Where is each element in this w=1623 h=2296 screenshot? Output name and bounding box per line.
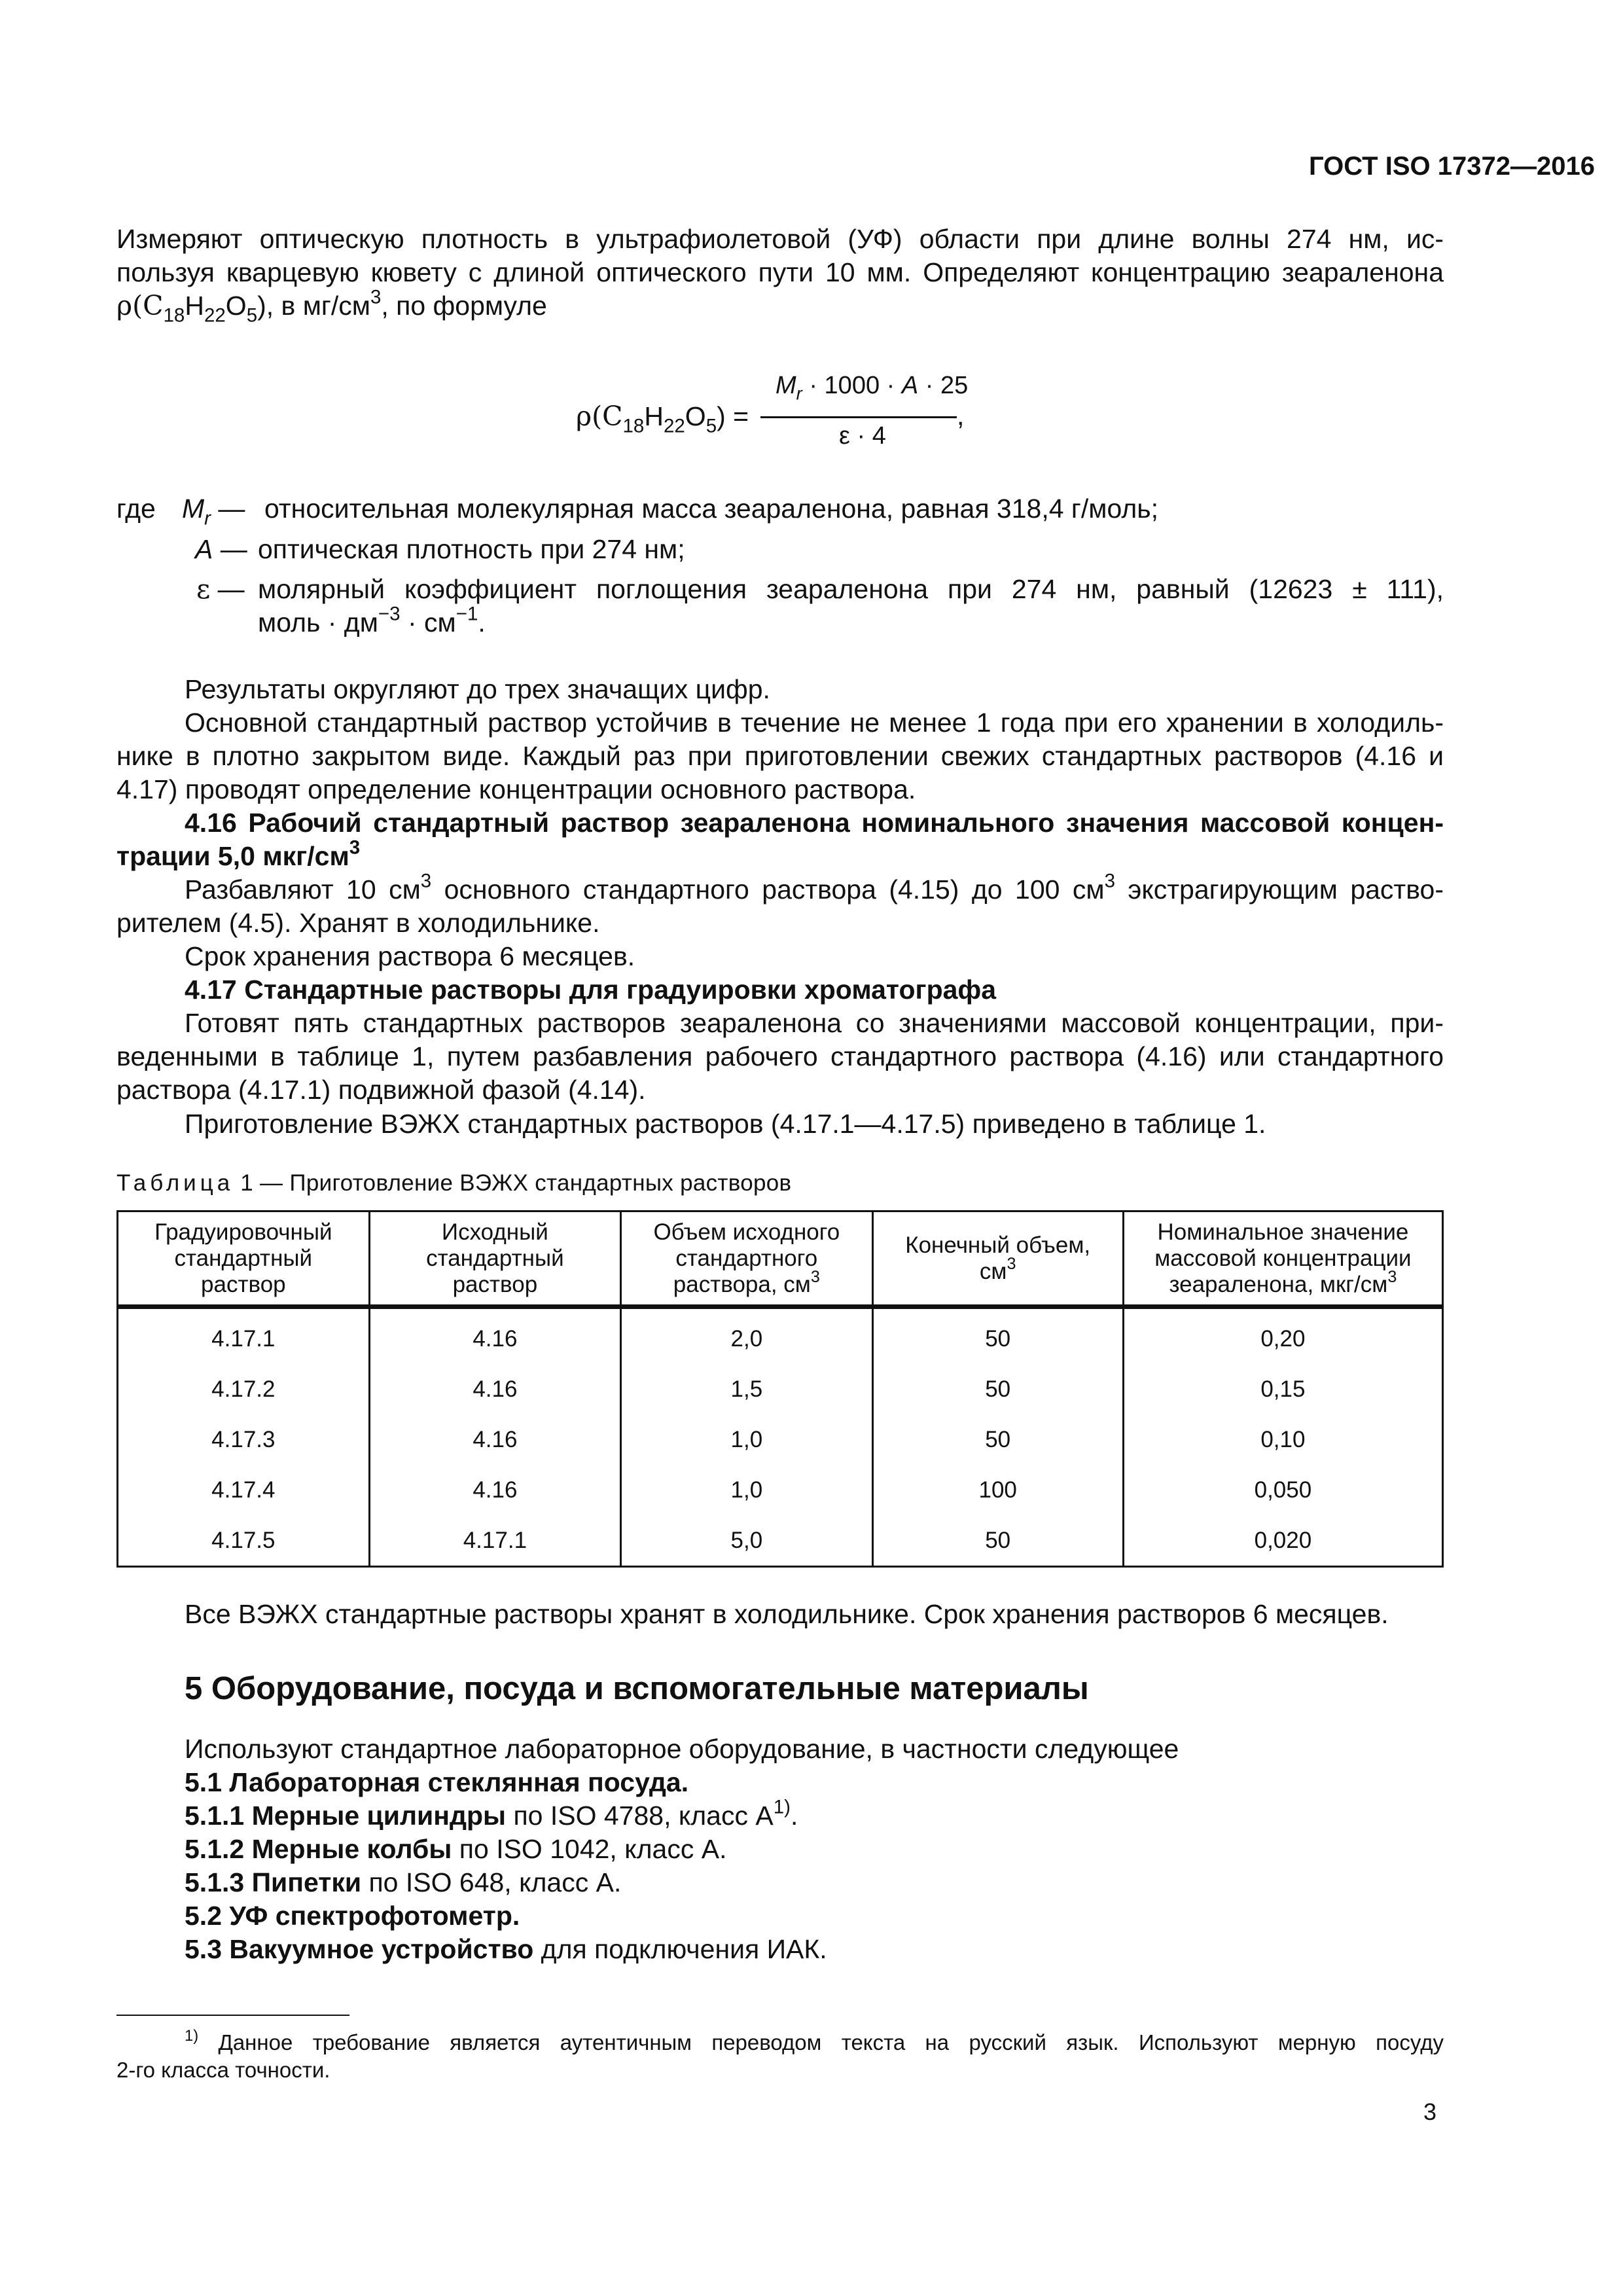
section-4-16-heading-l2: трации 5,0 мкг/$см^3$ [116, 836, 361, 871]
table-cell: 50 [872, 1364, 1123, 1414]
table-cell: 1,5 [621, 1364, 872, 1414]
col-header-calibration-solution: Градуировочный стандартный раствор [118, 1211, 370, 1307]
section-5-1-3: 5.1.3 Пипетки по ISO 648, класс А. [185, 1867, 622, 1897]
table-1 [116, 1210, 1444, 1568]
section-5-1-2: 5.1.2 Мерные колбы по ISO 1042, класс А. [185, 1834, 727, 1864]
table-cell: 1,0 [621, 1465, 872, 1515]
section-5-heading: 5 Оборудование, посуда и вспомогательные материалы [185, 1671, 1089, 1706]
table-cell: 4.17.5 [118, 1515, 370, 1567]
where-text-a: оптическая плотность при 274 нм; [258, 534, 685, 564]
table-cell: 0,20 [1123, 1307, 1442, 1365]
page-number: 3 [1423, 2098, 1437, 2125]
table-cell: 0,10 [1123, 1414, 1442, 1465]
formula-numerator: $M_r \cdot 1000 \cdot A \cdot 25$ [776, 372, 969, 404]
where-text-epsilon: молярный коэффициент поглощения зеараленона при 274 нм, равный (12623 ± 111), [258, 574, 1444, 604]
section-5-1-1: 5.1.1 Мерные цилиндры по ISO 4788, класс $А^{1)}$. [185, 1796, 798, 1831]
footnote-line2: 2-го класса точности. [116, 2058, 330, 2082]
table-row [118, 1364, 1443, 1414]
table-row [118, 1465, 1443, 1515]
after-table-note: Все ВЭЖХ стандартные растворы хранят в холодильнике. Срок хранения растворов 6 месяцев. [185, 1599, 1389, 1629]
section-5-3: 5.3 Вакуумное устройство для подключения ИАК. [185, 1934, 827, 1964]
table-cell: 4.17.1 [369, 1515, 620, 1567]
section-4-16-heading-l1: 4.16 Рабочий стандартный раствор зеараленона номинального значения массовой концен- [185, 808, 1444, 838]
table-cell: 4.16 [369, 1364, 620, 1414]
section-4-16-dilute-l2: рителем (4.5). Хранят в холодильнике. [116, 908, 600, 938]
table-cell: 50 [872, 1307, 1123, 1365]
table-cell: 1,0 [621, 1414, 872, 1465]
where-word: где [116, 493, 156, 524]
table-cell: 4.16 [369, 1414, 620, 1465]
results-stable-l2: нике в плотно закрытом виде. Каждый раз при приготовлении свежих стандартных растворов (4.16 и [116, 741, 1444, 771]
footnote-rule [116, 2015, 349, 2016]
table-cell: 4.16 [369, 1307, 620, 1365]
table-cell: 50 [872, 1515, 1123, 1567]
table-cell: 4.17.1 [118, 1307, 370, 1365]
para-measure-line2: пользуя кварцевую кювету с длиной оптического пути 10 мм. Определяют концентрацию зеараленона [116, 257, 1444, 287]
formula-denominator: ε · 4 [839, 422, 886, 450]
table-row [118, 1414, 1443, 1465]
table-cell: 0,050 [1123, 1465, 1442, 1515]
table-cell: 5,0 [621, 1515, 872, 1567]
table-cell: 0,15 [1123, 1364, 1442, 1414]
fraction-line [760, 416, 957, 418]
footnote-line1: $^{1)}$ Данное требование является аутентичным переводом текста на русский язык. Используют мерную посуду [185, 2026, 1444, 2054]
formula-lhs: $\rho(C_{18}H_{22}O_5)$ = [576, 401, 749, 437]
section-4-16-storage: Срок хранения раствора 6 месяцев. [185, 941, 635, 971]
where-text-mr: относительная молекулярная масса зеараленона, равная 318,4 г/моль; [264, 493, 1159, 524]
col-header-source-volume: Объем исходного стандартного раствора, $см^3$ [621, 1211, 872, 1307]
col-header-source-solution: Исходный стандартный раствор [369, 1211, 620, 1307]
table-row [118, 1515, 1443, 1567]
table-cell: 50 [872, 1414, 1123, 1465]
table-header-row [118, 1211, 1443, 1307]
table-cell: 100 [872, 1465, 1123, 1515]
formula-trailing-comma: , [957, 401, 965, 431]
where-symbol-epsilon: ε — [196, 573, 245, 605]
standard-designation: ГОСТ ISO 17372—2016 [1309, 152, 1595, 181]
section-4-17-heading: 4.17 Стандартные растворы для градуировки хроматографа [185, 975, 997, 1005]
where-symbol-a: A — [195, 534, 247, 564]
section-4-16-dilute-l1: Разбавляют 10 $см^3$ основного стандартного раствора (4.15) до 100 $см^3$ экстрагирующим раство- [185, 870, 1444, 905]
section-5-2: 5.2 УФ спектрофотометр. [185, 1901, 520, 1931]
results-stable-l3: 4.17) проводят определение концентрации основного раствора. [116, 774, 916, 804]
col-header-final-volume: Конечный объем, $см^3$ [872, 1211, 1123, 1307]
col-header-nominal-concentration: Номинальное значение массовой концентрации зеараленона, мкг/$см^3$ [1123, 1211, 1442, 1307]
results-round: Результаты округляют до трех значащих цифр. [185, 674, 770, 704]
section-5-intro: Используют стандартное лабораторное оборудование, в частности следующее [185, 1734, 1179, 1764]
table-cell: 4.17.3 [118, 1414, 370, 1465]
table-row [118, 1307, 1443, 1365]
section-4-17-table-ref: Приготовление ВЭЖХ стандартных растворов (4.17.1—4.17.5) приведено в таблице 1. [185, 1109, 1266, 1139]
table-cell: 4.16 [369, 1465, 620, 1515]
section-5-1: 5.1 Лабораторная стеклянная посуда. [185, 1767, 689, 1797]
section-4-17-prep-l2: веденными в таблице 1, путем разбавления рабочего стандартного раствора (4.16) или стандартного [116, 1041, 1444, 1071]
table-cell: 0,020 [1123, 1515, 1442, 1567]
where-text-epsilon-units: моль · $дм^{-3} \cdot см^{-1}$. [258, 603, 486, 637]
section-4-17-prep-l1: Готовят пять стандартных растворов зеараленона со значениями массовой концентрации, при- [185, 1008, 1444, 1038]
table-cell: 2,0 [621, 1307, 872, 1365]
para-measure-line1: Измеряют оптическую плотность в ультрафиолетовой (УФ) области при длине волны 274 нм, ис- [116, 224, 1444, 254]
table-cell: 4.17.4 [118, 1465, 370, 1515]
where-symbol-mr: $M_r$ — [182, 493, 245, 529]
para-measure-line3: $\rho(C_{18}H_{22}O_5)$, в $мг/см^3$, по формуле [116, 286, 547, 327]
section-4-17-prep-l3: раствора (4.17.1) подвижной фазой (4.14). [116, 1075, 646, 1105]
table-cell: 4.17.2 [118, 1364, 370, 1414]
table-1-caption: Таблица 1 — Приготовление ВЭЖХ стандартных растворов [116, 1170, 792, 1196]
results-stable-l1: Основной стандартный раствор устойчив в течение не менее 1 года при его хранении в холодиль- [185, 708, 1444, 738]
